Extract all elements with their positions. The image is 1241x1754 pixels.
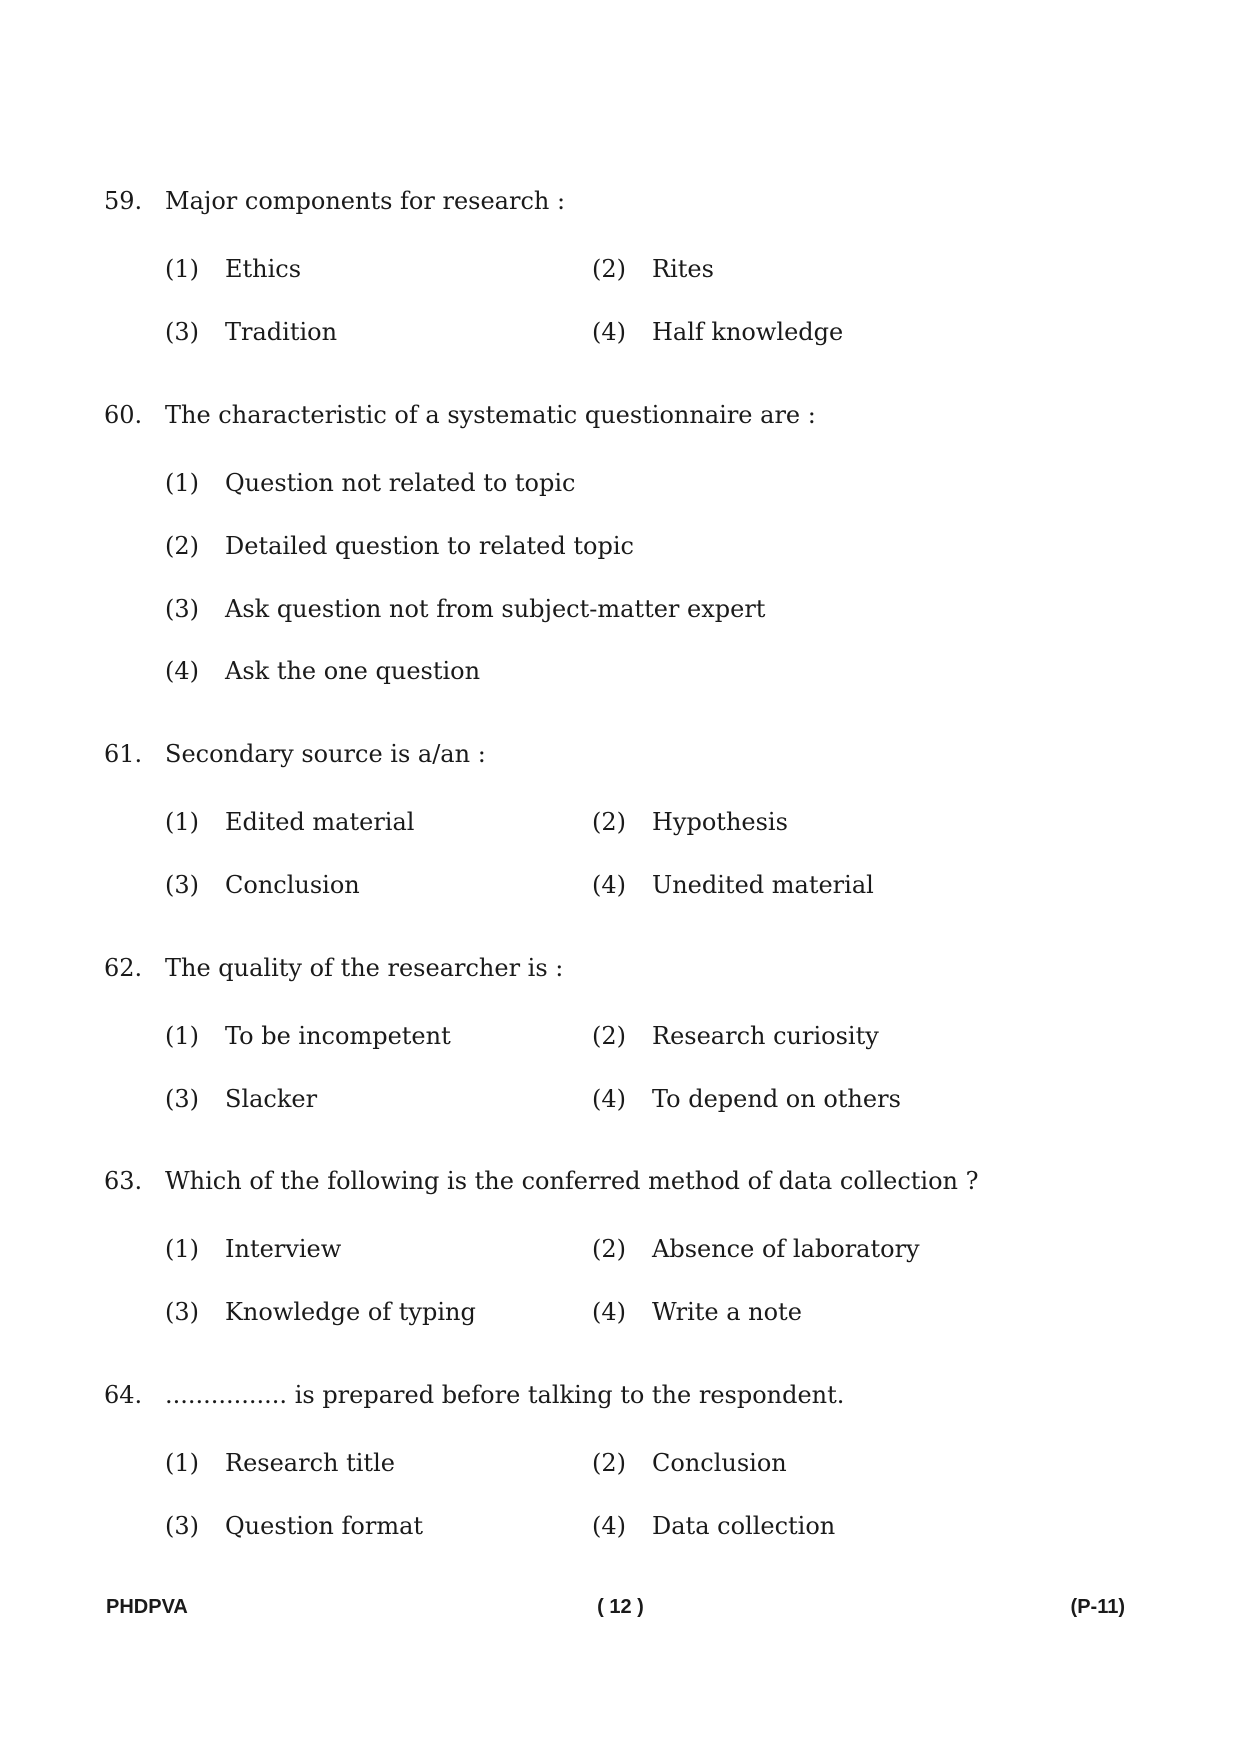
question-stem [0, 948, 1241, 988]
question-number: 62. [104, 954, 143, 982]
option-number: (2) [592, 808, 626, 836]
question-text: Major components for research : [165, 187, 566, 215]
question-stem [0, 395, 1241, 435]
option-text: Half knowledge [652, 318, 844, 346]
question-number: 61. [104, 740, 143, 768]
option-text: To depend on others [652, 1085, 901, 1113]
question-text: The characteristic of a systematic questionnaire are : [165, 401, 816, 429]
option-text: Edited material [225, 808, 415, 836]
option-text: Unedited material [652, 871, 874, 899]
question-stem [0, 1161, 1241, 1201]
option-text: Research title [225, 1449, 395, 1477]
option-text: Data collection [652, 1512, 836, 1540]
question-number: 60. [104, 401, 143, 429]
option-text: Detailed question to related topic [225, 532, 634, 560]
option-text: Tradition [225, 318, 338, 346]
question-stem [0, 181, 1241, 221]
option-text: Ethics [225, 255, 302, 283]
option-number: (4) [592, 1085, 626, 1113]
option-text: Write a note [652, 1298, 802, 1326]
option-number: (4) [592, 318, 626, 346]
option-number: (1) [165, 469, 199, 497]
option-number: (1) [165, 1235, 199, 1263]
option-number: (3) [165, 318, 199, 346]
option-number: (2) [592, 1235, 626, 1263]
option-number: (4) [592, 871, 626, 899]
option-number: (1) [165, 255, 199, 283]
option-text: To be incompetent [225, 1022, 451, 1050]
option-text: Conclusion [225, 871, 360, 899]
option-number: (2) [592, 1022, 626, 1050]
option-text: Conclusion [652, 1449, 787, 1477]
series-code: (P-11) [1070, 1596, 1125, 1618]
option-text: Ask question not from subject-matter expert [225, 595, 766, 623]
question-text: ................ is prepared before talking to the respondent. [165, 1381, 845, 1409]
option-number: (3) [165, 1085, 199, 1113]
option-number: (2) [592, 1449, 626, 1477]
option-text: Research curiosity [652, 1022, 879, 1050]
option-number: (4) [592, 1298, 626, 1326]
question-number: 59. [104, 187, 143, 215]
paper-code: PHDPVA [106, 1596, 188, 1618]
option-number: (4) [592, 1512, 626, 1540]
option-number: (2) [165, 532, 199, 560]
page-number: ( 12 ) [597, 1596, 644, 1618]
option-text: Absence of laboratory [652, 1235, 920, 1263]
option-number: (4) [165, 657, 199, 685]
option-text: Question not related to topic [225, 469, 576, 497]
option-number: (1) [165, 1449, 199, 1477]
option-number: (3) [165, 871, 199, 899]
question-stem [0, 734, 1241, 774]
option-number: (3) [165, 595, 199, 623]
question-number: 63. [104, 1167, 143, 1195]
question-text: Secondary source is a/an : [165, 740, 486, 768]
option-text: Hypothesis [652, 808, 788, 836]
question-text: The quality of the researcher is : [165, 954, 564, 982]
option-text: Interview [225, 1235, 342, 1263]
option-text: Rites [652, 255, 714, 283]
question-stem [0, 1375, 1241, 1415]
page-footer [0, 1592, 1241, 1622]
question-text: Which of the following is the conferred method of data collection ? [165, 1167, 979, 1195]
option-text: Slacker [225, 1085, 318, 1113]
option-number: (3) [165, 1512, 199, 1540]
option-number: (2) [592, 255, 626, 283]
option-text: Ask the one question [225, 657, 481, 685]
question-number: 64. [104, 1381, 143, 1409]
option-text: Knowledge of typing [225, 1298, 476, 1326]
option-text: Question format [225, 1512, 424, 1540]
option-number: (1) [165, 808, 199, 836]
option-number: (1) [165, 1022, 199, 1050]
option-number: (3) [165, 1298, 199, 1326]
